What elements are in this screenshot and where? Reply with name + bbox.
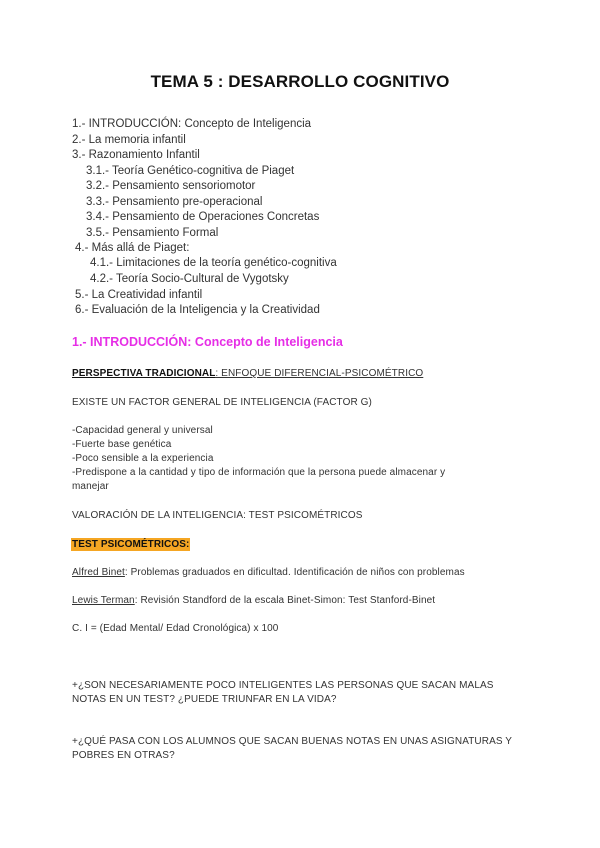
formula-text: C. I = (Edad Mental/ Edad Cronológica) x 100: [72, 623, 279, 634]
section-heading: 1.- INTRODUCCIÓN: Concepto de Inteligencia: [72, 335, 343, 349]
page-title: TEMA 5 : DESARROLLO COGNITIVO: [150, 72, 450, 91]
toc-item: 3.- Razonamiento Infantil: [72, 149, 200, 161]
list-item: -Capacidad general y universal: [72, 425, 213, 436]
toc-item: 5.- La Creatividad infantil: [75, 289, 203, 301]
perspective-label: PERSPECTIVA TRADICIONAL: [72, 368, 216, 379]
binet-name: Alfred Binet: [72, 567, 125, 578]
question-line: +¿QUÉ PASA CON LOS ALUMNOS QUE SACAN BUENAS NOTAS EN UNAS ASIGNATURAS Y: [72, 736, 513, 747]
toc-item: 3.2.- Pensamiento sensoriomotor: [86, 180, 256, 192]
terman-name: Lewis Terman: [72, 595, 135, 606]
highlighted-heading: TEST PSICOMÉTRICOS:: [72, 539, 190, 550]
toc-item: 1.- INTRODUCCIÓN: Concepto de Inteligencia: [72, 118, 312, 130]
toc-item: 3.5.- Pensamiento Formal: [86, 227, 219, 239]
list-item: -Fuerte base genética: [72, 439, 172, 450]
toc-item: 6.- Evaluación de la Inteligencia y la Creatividad: [75, 304, 320, 316]
toc-item: 4.- Más allá de Piaget:: [75, 242, 190, 254]
perspective-rest: : ENFOQUE DIFERENCIAL-PSICOMÉTRICO: [215, 368, 424, 379]
list-item: manejar: [72, 481, 109, 492]
valoracion-text: VALORACIÓN DE LA INTELIGENCIA: TEST PSICOMÉTRICOS: [72, 510, 363, 521]
test-heading: [71, 539, 190, 550]
factor-g-text: EXISTE UN FACTOR GENERAL DE INTELIGENCIA (FACTOR G): [72, 397, 372, 408]
terman-text: : Revisión Standford de la escala Binet-Simon: Test Stanford-Binet: [134, 595, 436, 606]
toc-item: 3.4.- Pensamiento de Operaciones Concretas: [86, 211, 320, 223]
toc-item: 3.1.- Teoría Genético-cognitiva de Piaget: [86, 165, 295, 177]
toc-item: 3.3.- Pensamiento pre-operacional: [86, 196, 263, 208]
binet-text: : Problemas graduados en dificultad. Identificación de niños con problemas: [124, 567, 465, 578]
perspective-line: [72, 368, 423, 379]
list-item: -Poco sensible a la experiencia: [72, 453, 214, 464]
list-item: -Predispone a la cantidad y tipo de información que la persona puede almacenar y: [72, 467, 446, 478]
question-line: +¿SON NECESARIAMENTE POCO INTELIGENTES LAS PERSONAS QUE SACAN MALAS: [72, 680, 494, 691]
toc-item: 4.2.- Teoría Socio-Cultural de Vygotsky: [90, 273, 289, 285]
binet-line: [72, 567, 465, 578]
toc-item: 2.- La memoria infantil: [72, 134, 186, 146]
terman-line: [72, 595, 435, 606]
question-line: POBRES EN OTRAS?: [72, 750, 175, 761]
question-line: NOTAS EN UN TEST? ¿PUEDE TRIUNFAR EN LA VIDA?: [72, 694, 337, 705]
toc-item: 4.1.- Limitaciones de la teoría genético-cognitiva: [90, 257, 337, 269]
